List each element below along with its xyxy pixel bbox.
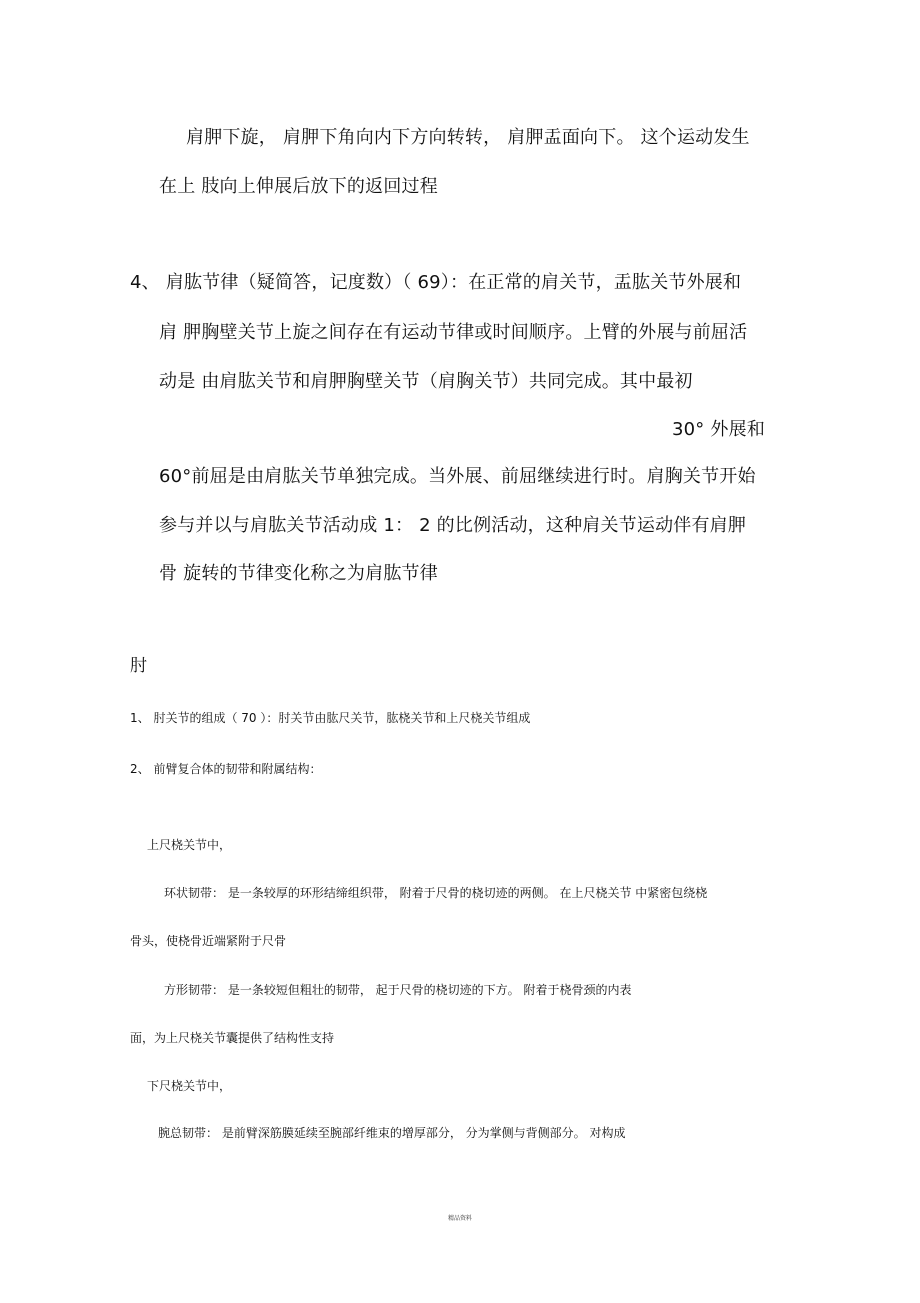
quadrate-ligament-line-2: 面，为上尺桡关节囊提供了结构性支持 xyxy=(130,1031,335,1045)
upper-radioulnar-heading: 上尺桡关节中， xyxy=(147,838,232,852)
item4-line-1: 4、 肩肱节律（疑简答，记度数）（ 69）：在正常的肩关节，盂肱关节外展和 xyxy=(130,272,742,293)
item4-line-3: 动是 由肩肱关节和肩胛胸壁关节（肩胸关节）共同完成。其中最初 xyxy=(159,371,693,392)
item4-line-2: 肩 胛胸壁关节上旋之间存在有运动节律或时间顺序。上臂的外展与前屈活 xyxy=(159,322,748,343)
quadrate-ligament-line-1: 方形韧带： 是一条较短但粗壮的韧带， 起于尺骨的桡切迹的下方。 附着于桡骨颈的内表 xyxy=(164,983,632,997)
lower-radioulnar-heading: 下尺桡关节中， xyxy=(147,1079,232,1093)
scapula-para-line-2: 在上 肢向上伸展后放下的返回过程 xyxy=(159,176,438,197)
elbow-item-2: 2、 前臂复合体的韧带和附属结构： xyxy=(130,762,322,776)
annular-ligament-line-1: 环状韧带： 是一条较厚的环形结缔组织带， 附着于尺骨的桡切迹的两侧。 在上尺桡关节 中紧密包绕桡 xyxy=(164,886,708,900)
page-footer: 精品资料 xyxy=(448,1215,473,1222)
scapula-para-line-1: 肩胛下旋， 肩胛下角向内下方向转转， 肩胛盂面向下。 这个运动发生 xyxy=(186,127,750,148)
elbow-item-1: 1、 肘关节的组成（ 70 ）：肘关节由肱尺关节，肱桡关节和上尺桡关节组成 xyxy=(130,711,531,725)
item4-line-7: 骨 旋转的节律变化称之为肩肱节律 xyxy=(159,563,438,584)
section-heading-elbow: 肘 xyxy=(130,656,147,676)
item4-line-5: 60°前屈是由肩肱关节单独完成。当外展、前屈继续进行时。肩胸关节开始 xyxy=(159,466,756,487)
item4-line-6: 参与并以与肩肱关节活动成 1： 2 的比例活动，这种肩关节运动伴有肩胛 xyxy=(159,515,747,536)
annular-ligament-line-2: 骨头，使桡骨近端紧附于尺骨 xyxy=(130,934,287,948)
wrist-ligament-line-1: 腕总韧带： 是前臂深筋膜延续至腕部纤维束的增厚部分， 分为掌侧与背侧部分。 对构成 xyxy=(158,1126,626,1140)
item4-line-4: 30° 外展和 xyxy=(672,419,766,440)
